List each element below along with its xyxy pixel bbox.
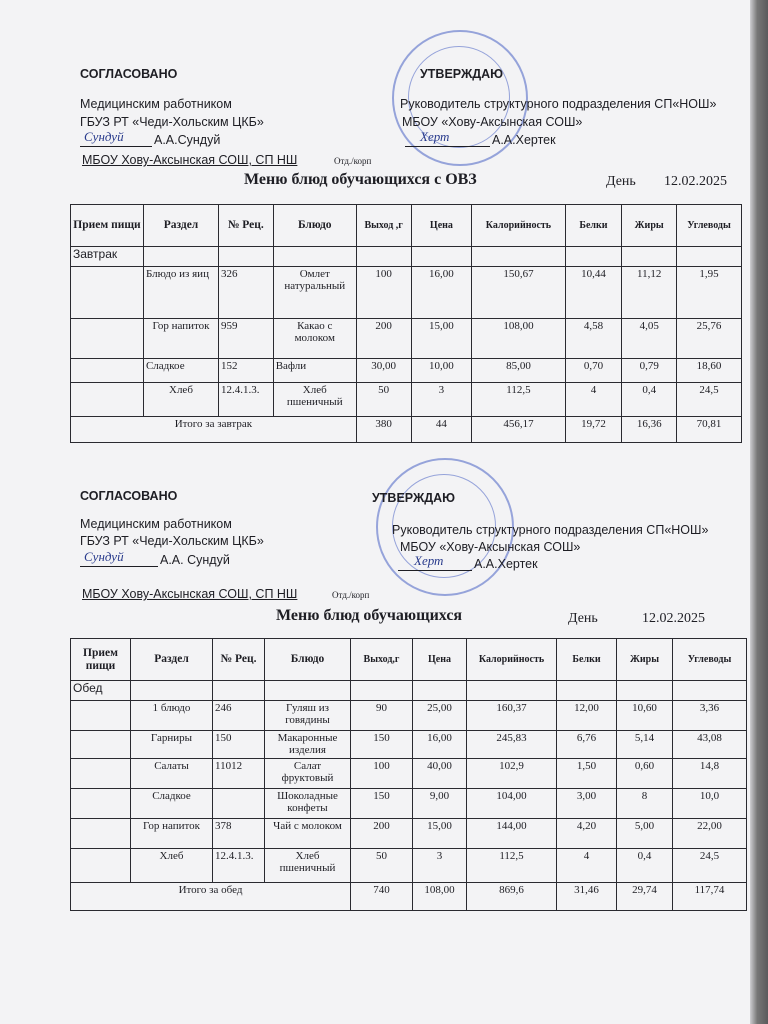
calories-cell: 160,37	[467, 701, 557, 731]
dish-cell: Омлет натуральный	[273, 267, 356, 319]
carbs-cell: 24,5	[673, 849, 747, 883]
price-cell: 3	[411, 383, 472, 417]
table-row	[71, 849, 747, 883]
fat-cell: 8	[617, 789, 673, 819]
dish-cell: Макаронные изделия	[265, 731, 351, 759]
total-protein: 19,72	[565, 417, 622, 443]
signature-line	[405, 134, 490, 147]
day-label: День	[606, 174, 636, 189]
dish-cell: Салат фруктовый	[265, 759, 351, 789]
price-cell: 15,00	[411, 319, 472, 359]
total-calories: 869,6	[467, 883, 557, 911]
calories-cell: 102,9	[467, 759, 557, 789]
section-cell: Салаты	[131, 759, 213, 789]
recipe-cell: 152	[218, 359, 273, 383]
calories-cell: 144,00	[467, 819, 557, 849]
price-cell: 25,00	[413, 701, 467, 731]
price-cell: 16,00	[411, 267, 472, 319]
medic-sign-name: А.А. Сундуй	[160, 553, 230, 567]
hospital-name: ГБУЗ РТ «Чеди-Хольским ЦКБ»	[80, 534, 264, 548]
school-unit: МБОУ Хову-Аксынская СОШ, СП НШ	[82, 587, 298, 601]
table-row	[71, 819, 747, 849]
protein-cell: 0,70	[565, 359, 622, 383]
protein-cell: 4,58	[565, 319, 622, 359]
output-cell: 100	[351, 759, 413, 789]
protein-cell: 12,00	[557, 701, 617, 731]
total-carbs: 70,81	[677, 417, 742, 443]
table-row	[71, 359, 742, 383]
col-header: № Рец.	[213, 639, 265, 681]
calories-cell: 245,83	[467, 731, 557, 759]
total-row	[71, 883, 747, 911]
signature-left-icon: Сундуй	[84, 129, 124, 144]
output-cell: 30,00	[356, 359, 411, 383]
approved-heading: СОГЛАСОВАНО	[80, 67, 178, 81]
carbs-cell: 22,00	[673, 819, 747, 849]
calories-cell: 85,00	[472, 359, 565, 383]
col-header: Раздел	[131, 639, 213, 681]
price-cell: 10,00	[411, 359, 472, 383]
approved-heading: СОГЛАСОВАНО	[80, 489, 178, 503]
meal-label: Обед	[71, 681, 131, 701]
carbs-cell: 10,0	[673, 789, 747, 819]
col-header: Жиры	[622, 205, 677, 247]
calories-cell: 150,67	[472, 267, 565, 319]
head-title: Руководитель структурного подразделения СП«НОШ»	[400, 97, 717, 111]
section-cell: Хлеб	[143, 383, 218, 417]
fat-cell: 0,60	[617, 759, 673, 789]
total-protein: 31,46	[557, 883, 617, 911]
table-row	[71, 759, 747, 789]
recipe-cell: 326	[218, 267, 273, 319]
table-row	[71, 789, 747, 819]
total-carbs: 117,74	[673, 883, 747, 911]
col-header: Калорийность	[467, 639, 557, 681]
medical-worker-label: Медицинским работником	[80, 97, 232, 111]
output-cell: 50	[351, 849, 413, 883]
meal-label: Завтрак	[71, 247, 144, 267]
dish-cell: Чай с молоком	[265, 819, 351, 849]
signature-left-icon: Сундуй	[84, 549, 124, 564]
signature-right-icon: Херт	[414, 553, 444, 568]
school-unit: МБОУ Хову-Аксынская СОШ, СП НШ	[82, 153, 298, 167]
recipe-cell: 959	[218, 319, 273, 359]
total-calories: 456,17	[472, 417, 565, 443]
menu-date: 12.02.2025	[642, 611, 705, 626]
total-fat: 16,36	[622, 417, 677, 443]
school-name: МБОУ «Хову-Аксынская СОШ»	[402, 115, 583, 129]
fat-cell: 10,60	[617, 701, 673, 731]
section-cell: Сладкое	[131, 789, 213, 819]
recipe-cell	[213, 789, 265, 819]
protein-cell: 3,00	[557, 789, 617, 819]
protein-cell: 1,50	[557, 759, 617, 789]
col-header: Прием пищи	[71, 639, 131, 681]
menu-date: 12.02.2025	[664, 174, 727, 189]
dish-cell: Шоколадные конфеты	[265, 789, 351, 819]
col-header: Белки	[565, 205, 622, 247]
section-cell: Гор напиток	[143, 319, 218, 359]
total-price: 108,00	[413, 883, 467, 911]
total-fat: 29,74	[617, 883, 673, 911]
section-cell: Гор напиток	[131, 819, 213, 849]
medical-worker-label: Медицинским работником	[80, 517, 232, 531]
calories-cell: 108,00	[472, 319, 565, 359]
price-cell: 40,00	[413, 759, 467, 789]
head-sign-name: А.А.Хертек	[474, 557, 538, 571]
fat-cell: 0,4	[622, 383, 677, 417]
fat-cell: 0,4	[617, 849, 673, 883]
fat-cell: 5,14	[617, 731, 673, 759]
menu-title: Меню блюд обучающихся	[276, 607, 463, 624]
fat-cell: 0,79	[622, 359, 677, 383]
protein-cell: 4	[565, 383, 622, 417]
protein-cell: 4,20	[557, 819, 617, 849]
carbs-cell: 43,08	[673, 731, 747, 759]
medic-sign-name: А.А.Сундуй	[154, 133, 221, 147]
dish-cell: Какао с молоком	[273, 319, 356, 359]
approve-heading: УТВЕРЖДАЮ	[420, 67, 504, 81]
col-header: Прием пищи	[71, 205, 144, 247]
total-output: 380	[356, 417, 411, 443]
section-cell: Блюдо из яиц	[143, 267, 218, 319]
carbs-cell: 1,95	[677, 267, 742, 319]
table-header-row	[71, 205, 742, 247]
recipe-cell: 12.4.1.3.	[218, 383, 273, 417]
col-header: Белки	[557, 639, 617, 681]
dish-cell: Хлеб пшеничный	[265, 849, 351, 883]
meal-row	[71, 681, 747, 701]
price-cell: 9,00	[413, 789, 467, 819]
signature-right-icon: Херт	[420, 129, 450, 144]
table-row	[71, 701, 747, 731]
recipe-cell: 246	[213, 701, 265, 731]
col-header: Цена	[413, 639, 467, 681]
total-output: 740	[351, 883, 413, 911]
breakfast-table	[70, 204, 742, 443]
calories-cell: 112,5	[472, 383, 565, 417]
carbs-cell: 25,76	[677, 319, 742, 359]
table-row	[71, 267, 742, 319]
col-header: Блюдо	[273, 205, 356, 247]
recipe-cell: 150	[213, 731, 265, 759]
fat-cell: 4,05	[622, 319, 677, 359]
day-label: День	[568, 611, 598, 626]
total-label: Итого за завтрак	[71, 417, 357, 443]
carbs-cell: 18,60	[677, 359, 742, 383]
price-cell: 15,00	[413, 819, 467, 849]
school-name: МБОУ «Хову-Аксынская СОШ»	[400, 540, 581, 554]
calories-cell: 112,5	[467, 849, 557, 883]
dept-note: Отд./корп	[332, 590, 370, 600]
output-cell: 100	[356, 267, 411, 319]
section-cell: Хлеб	[131, 849, 213, 883]
lunch-table	[70, 638, 747, 911]
table-header-row	[71, 639, 747, 681]
meal-row	[71, 247, 742, 267]
col-header: Калорийность	[472, 205, 565, 247]
fat-cell: 11,12	[622, 267, 677, 319]
output-cell: 200	[351, 819, 413, 849]
section-cell: Сладкое	[143, 359, 218, 383]
output-cell: 150	[351, 731, 413, 759]
approve-heading: УТВЕРЖДАЮ	[372, 491, 456, 505]
protein-cell: 4	[557, 849, 617, 883]
col-header: Цена	[411, 205, 472, 247]
table-row	[71, 319, 742, 359]
col-header: Раздел	[143, 205, 218, 247]
hospital-name: ГБУЗ РТ «Чеди-Хольским ЦКБ»	[80, 115, 264, 129]
protein-cell: 10,44	[565, 267, 622, 319]
head-title: Руководитель структурного подразделения СП«НОШ»	[392, 523, 709, 537]
col-header: Углеводы	[673, 639, 747, 681]
recipe-cell: 11012	[213, 759, 265, 789]
price-cell: 16,00	[413, 731, 467, 759]
table-row	[71, 383, 742, 417]
table-row	[71, 731, 747, 759]
price-cell: 3	[413, 849, 467, 883]
head-sign-name: А.А.Хертек	[492, 133, 556, 147]
col-header: Блюдо	[265, 639, 351, 681]
carbs-cell: 24,5	[677, 383, 742, 417]
col-header: № Рец.	[218, 205, 273, 247]
signature-line	[80, 134, 152, 147]
signature-line	[398, 558, 472, 571]
output-cell: 150	[351, 789, 413, 819]
output-cell: 200	[356, 319, 411, 359]
total-label: Итого за обед	[71, 883, 351, 911]
section-cell: 1 блюдо	[131, 701, 213, 731]
recipe-cell: 378	[213, 819, 265, 849]
menu-title: Меню блюд обучающихся с ОВЗ	[244, 171, 477, 188]
col-header: Выход ,г	[356, 205, 411, 247]
output-cell: 90	[351, 701, 413, 731]
output-cell: 50	[356, 383, 411, 417]
carbs-cell: 14,8	[673, 759, 747, 789]
dish-cell: Гуляш из говядины	[265, 701, 351, 731]
col-header: Жиры	[617, 639, 673, 681]
paper-edge-shadow	[750, 0, 768, 1024]
section-cell: Гарниры	[131, 731, 213, 759]
protein-cell: 6,76	[557, 731, 617, 759]
calories-cell: 104,00	[467, 789, 557, 819]
dish-cell: Хлеб пшеничный	[273, 383, 356, 417]
dish-cell: Вафли	[273, 359, 356, 383]
fat-cell: 5,00	[617, 819, 673, 849]
dept-note: Отд./корп	[334, 156, 372, 166]
signature-line	[80, 554, 158, 567]
carbs-cell: 3,36	[673, 701, 747, 731]
total-price: 44	[411, 417, 472, 443]
col-header: Выход,г	[351, 639, 413, 681]
col-header: Углеводы	[677, 205, 742, 247]
recipe-cell: 12.4.1.3.	[213, 849, 265, 883]
total-row	[71, 417, 742, 443]
